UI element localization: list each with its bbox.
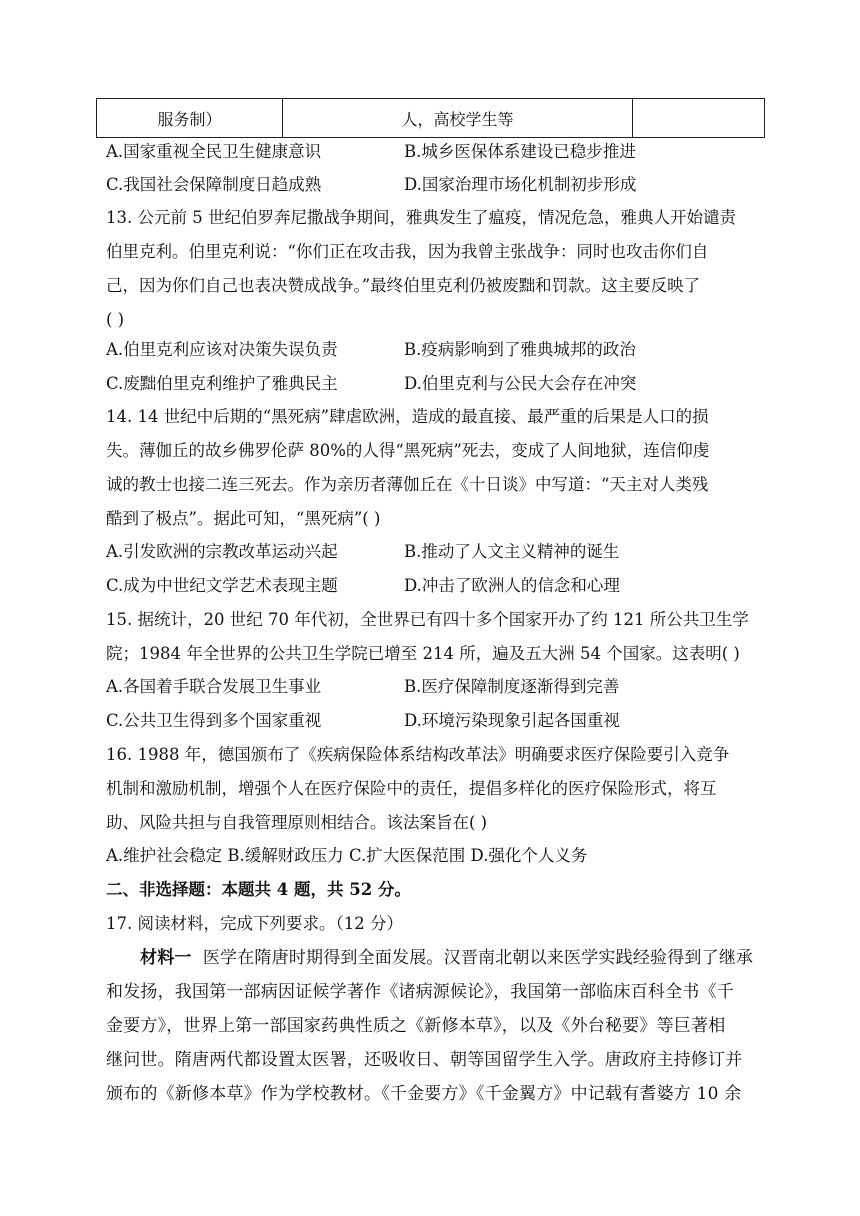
q14-option-b: B.推动了人文主义精神的诞生 — [404, 542, 620, 561]
q17-material-line: 材料一 医学在隋唐时期得到全面发展。汉晋南北朝以来医学实践经验得到了继承 — [140, 948, 754, 968]
q16-stem-line: 机制和激励机制，增强个人在医疗保险中的责任，提倡多样化的医疗保险形式，将互 — [106, 779, 717, 798]
table-fragment — [96, 98, 765, 138]
q17-stem: 17. 阅读材料，完成下列要求。（12 分） — [106, 914, 403, 933]
section-title: 二、非选择题：本题共 4 题，共 52 分。 — [106, 880, 411, 899]
table-row — [97, 99, 765, 138]
table-cell: 人，高校学生等 — [283, 99, 633, 138]
q14-option-d: D.冲击了欧洲人的信念和心理 — [404, 576, 620, 595]
q14-stem-line: 14. 14 世纪中后期的“黑死病”肆虐欧洲，造成的最直接、最严重的后果是人口的损 — [106, 407, 709, 426]
table-cell — [633, 99, 765, 138]
q14-stem-line: 酷到了极点”。据此可知，“黑死病”( ) — [106, 509, 381, 528]
q12-option-b: B.城乡医保体系建设已稳步推进 — [404, 142, 636, 161]
q14-stem-line: 诚的教士也接二连三死去。作为亲历者薄伽丘在《十日谈》中写道：“天主对人类残 — [106, 475, 709, 494]
q13-stem-line: 伯里克利。伯里克利说：“你们正在攻击我，因为我曾主张战争：同时也攻击你们自 — [106, 242, 709, 261]
q12-option-d: D.国家治理市场化机制初步形成 — [404, 175, 637, 194]
q13-option-d: D.伯里克利与公民大会存在冲突 — [404, 374, 637, 393]
q13-stem-line: 13. 公元前 5 世纪伯罗奔尼撒战争期间，雅典发生了瘟疫，情况危急，雅典人开始谴责 — [106, 208, 736, 227]
q17-material-line: 颁布的《新修本草》作为学校教材。《千金要方》《千金翼方》中记载有耆婆方 10 余 — [106, 1084, 742, 1104]
q15-stem-line: 院；1984 年全世界的公共卫生学院已增至 214 所，遍及五大洲 54 个国家。这表明( ) — [106, 644, 740, 663]
q14-option-c: C.成为中世纪文学艺术表现主题 — [106, 576, 338, 595]
q15-option-c: C.公共卫生得到多个国家重视 — [106, 711, 322, 730]
q15-stem-line: 15. 据统计，20 世纪 70 年代初，全世界已有四十多个国家开办了约 121 所公共卫生学 — [106, 610, 749, 629]
q14-option-a: A.引发欧洲的宗教改革运动兴起 — [106, 542, 338, 561]
material-label: 材料一 — [140, 948, 192, 968]
q15-option-b: B.医疗保障制度逐渐得到完善 — [404, 677, 620, 696]
q16-options: A.维护社会稳定 B.缓解财政压力 C.扩大医保范围 D.强化个人义务 — [106, 846, 588, 865]
q15-option-a: A.各国着手联合发展卫生事业 — [106, 677, 322, 696]
q17-material-line: 继问世。隋唐两代都设置太医署，还吸收日、朝等国留学生入学。唐政府主持修订并 — [106, 1050, 743, 1070]
q13-answer-blank: ( ) — [106, 310, 125, 329]
q16-stem-line: 助、风险共担与自我管理原则相结合。该法案旨在( ) — [106, 813, 488, 832]
q16-stem-line: 16. 1988 年，德国颁布了《疾病保险体系结构改革法》明确要求医疗保险要引入竞争 — [106, 745, 730, 764]
q13-stem-line: 己，因为你们自己也表决赞成战争。”最终伯里克利仍被废黜和罚款。这主要反映了 — [106, 276, 701, 295]
q13-option-b: B.疫病影响到了雅典城邦的政治 — [404, 340, 636, 359]
q17-material-line: 和发扬，我国第一部病因证候学著作《诸病源候论》，我国第一部临床百科全书《千 — [106, 982, 734, 1002]
q13-option-c: C.废黜伯里克利维护了雅典民主 — [106, 374, 338, 393]
q12-option-c: C.我国社会保障制度日趋成熟 — [106, 175, 322, 194]
q17-material-line: 金要方》，世界上第一部国家药典性质之《新修本草》，以及《外台秘要》等巨著相 — [106, 1016, 726, 1036]
q15-option-d: D.环境污染现象引起各国重视 — [404, 711, 620, 730]
table-cell: 服务制） — [97, 99, 283, 138]
q14-stem-line: 失。薄伽丘的故乡佛罗伦萨 80%的人得“黑死病”死去，变成了人间地狱，连信仰虔 — [106, 441, 710, 460]
q13-option-a: A.伯里克利应该对决策失误负责 — [106, 340, 338, 359]
q12-option-a: A.国家重视全民卫生健康意识 — [106, 142, 322, 161]
